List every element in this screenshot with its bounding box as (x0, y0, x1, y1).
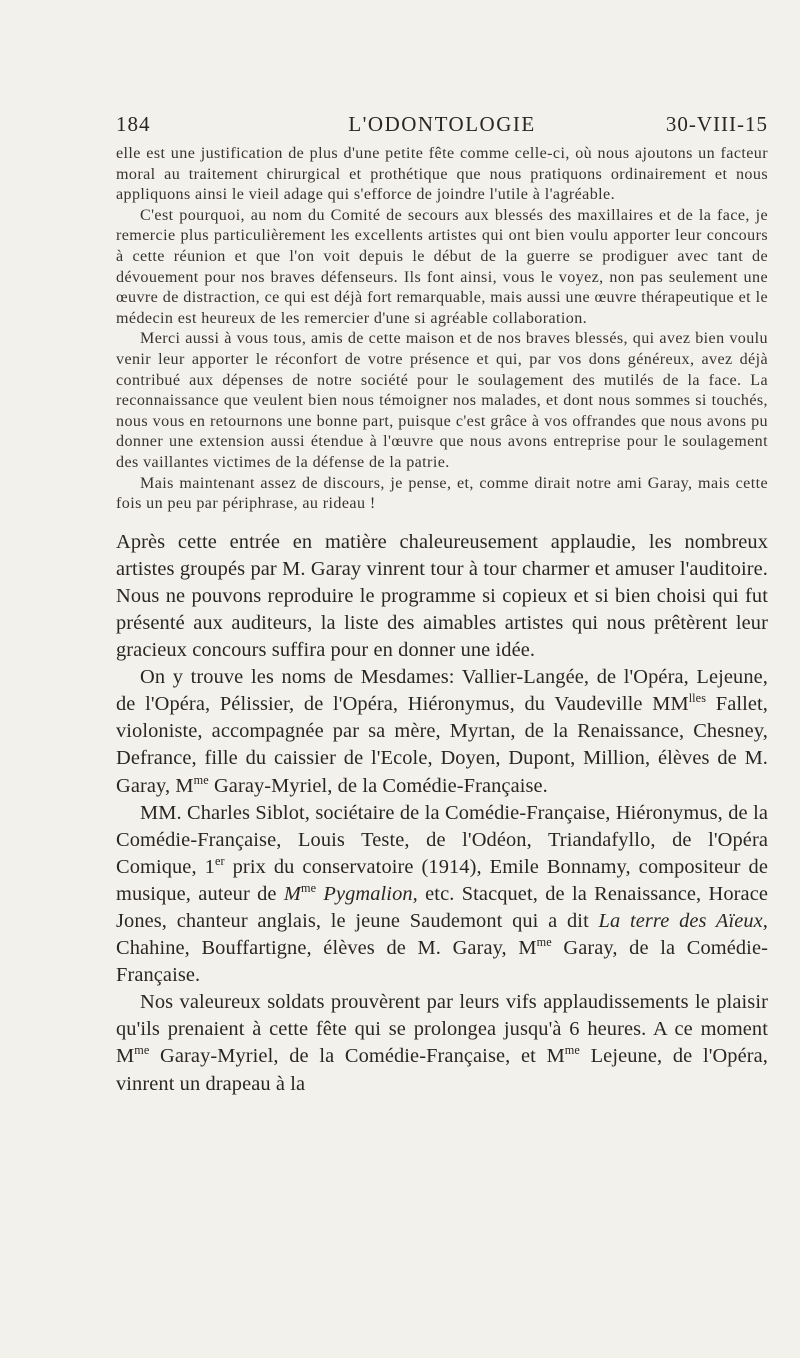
speech-paragraph-2: C'est pourquoi, au nom du Comité de secours aux blessés des maxillaires et de la face, je remercie plus particulièrement les excellents artistes qui ont bien voulu apporter leur concours à cette réunion et que l'on voit depuis le début de la guerre se prodiguer avec tant de dévouement pour nos braves défenseurs. Ils font ainsi, vous le voyez, non pas seulement une œuvre de distraction, ce qui est déjà fort remarquable, mais aussi une œuvre thérapeutique et le médecin est heureux de les remercier d'une si agréable collaboration. (116, 206, 768, 327)
speech-paragraph-1: elle est une justification de plus d'une petite fête comme celle-ci, où nous ajoutons un facteur moral au traitement chirurgical et prothétique que nous pratiquons ordinairement et nous appliquons ainsi le vieil adage qui s'efforce de joindre l'utile à l'agréable. (116, 145, 768, 204)
superscript: me (564, 1043, 580, 1058)
text-run: Lejeune, de l'Opéra, vinrent un drapeau à la (116, 1045, 768, 1095)
superscript: me (536, 935, 552, 950)
text-run: Garay, de la Comédie-Française. (116, 937, 768, 987)
speech-paragraph-3: Merci aussi à vous tous, amis de cette maison et de nos braves blessés, qui avez bien voulu venir leur apporter le réconfort de votre présence et qui, par vos dons généreux, avez déjà contribué aux dépenses de notre société pour le soulagement des mutilés de la face. La reconnaissance que veulent bien nous témoigner nos malades, et dont nous sommes si touchés, nous vous en retournons une bonne part, puisque c'est grâce à vos offrandes que nous avons pu donner une extension aussi étendue à l'œuvre que nous avons entreprise pour le soulagement des vaillantes victimes de la défense de la patrie. (116, 330, 768, 471)
journal-title: L'ODONTOLOGIE (348, 112, 536, 136)
speech-text (116, 144, 768, 515)
report-paragraph-2 (116, 664, 768, 799)
superscript: me (193, 772, 209, 787)
report-text (116, 529, 768, 1098)
superscript: lles (688, 691, 707, 706)
page (116, 104, 768, 1098)
superscript: er (214, 854, 225, 869)
text-run: Nos valeureux soldats prouvèrent par leurs vifs applaudissements le plaisir qu'ils prenaient à cette fête qui se prolongea jusqu'à 6 heures. A ce moment M (116, 991, 768, 1068)
page-number: 184 (116, 112, 151, 136)
report-paragraph-3 (116, 800, 768, 990)
superscript: me (134, 1043, 150, 1058)
text-run: etc. Stacquet, de la Renaissance, Horace Jones, chanteur anglais, le jeune Saudemont qui a dit (116, 882, 768, 932)
text-run: Chahine, Bouffartigne, élèves de M. Garay, M (116, 937, 537, 960)
text-run: prix du conservatoire (1914), Emile Bonnamy, compositeur de musique, auteur de (116, 855, 768, 905)
report-paragraph-1: Après cette entrée en matière chaleureusement applaudie, les nombreux artistes groupés par M. Garay vinrent tour à tour charmer et amuser l'auditoire. Nous ne pouvons reproduire le programme si copieux et si bien choisi qui fut présenté aux auditeurs, la liste des aimables artistes qui nous prêtèrent leur gracieux concours suffira pour en donner une idée. (116, 530, 768, 662)
italic-title: La terre des Aïeux, (598, 910, 768, 932)
text-run: Garay-Myriel, de la Comédie-Française, et M (149, 1045, 565, 1068)
text-run: Garay-Myriel, de la Comédie-Française. (208, 774, 548, 797)
running-head (116, 104, 768, 144)
italic-title: M (283, 882, 301, 905)
speech-paragraph-4: Mais maintenant assez de discours, je pense, et, comme dirait notre ami Garay, mais cette fois un peu par périphrase, au rideau ! (116, 474, 768, 513)
issue-date: 30-VIII-15 (665, 112, 768, 136)
text-run: MM. Charles Siblot, sociétaire de la Comédie-Française, Hiéronymus, de la Comédie-Française, Louis Teste, de l'Odéon, Triandafyllo, de l'Opéra Comique, 1 (116, 801, 768, 878)
text-run: Fallet, violoniste, accompagnée par sa mère, Myrtan, de la Renaissance, Chesney, Defrance, fille du caissier de l'Ecole, Doyen, Dupont, Million, élèves de M. Garay, M (116, 693, 768, 797)
italic-title: Pygmalion, (316, 882, 418, 905)
report-paragraph-4 (116, 989, 768, 1097)
text-run: On y trouve les noms de Mesdames: Vallier-Langée, de l'Opéra, Lejeune, de l'Opéra, Pélissier, de l'Opéra, Hiéronymus, du Vaudeville MM (116, 666, 768, 716)
superscript: me (300, 881, 317, 896)
